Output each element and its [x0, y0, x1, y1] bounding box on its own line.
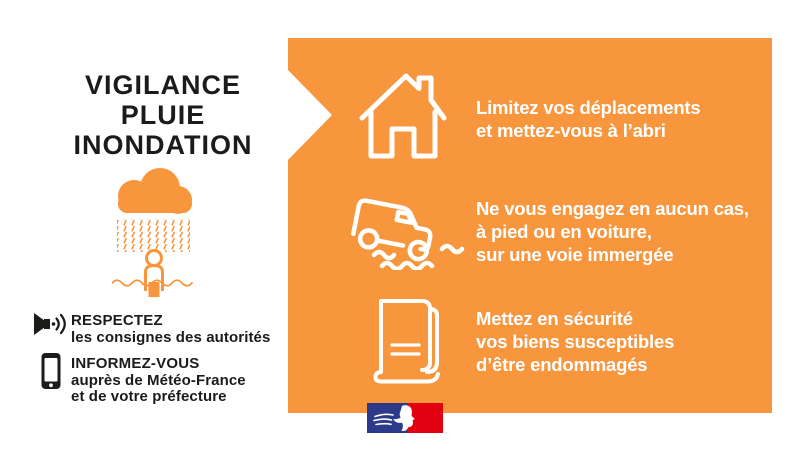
note-informez-vous: [71, 355, 246, 406]
house-icon: [356, 68, 450, 162]
documents-icon: [371, 296, 445, 384]
instruction-line: et mettez-vous à l’abri: [476, 120, 666, 141]
instruction-line: d’être endommagés: [476, 354, 648, 375]
instruction-item: [476, 197, 749, 266]
note-text-line: et de votre préfecture: [71, 388, 227, 405]
title-line-2: PLUIE: [120, 100, 206, 130]
smartphone-icon: [40, 351, 62, 391]
title-line-1: VIGILANCE: [84, 70, 241, 100]
rain-cloud-person-flood-icon: [112, 166, 196, 298]
note-heading: INFORMEZ-VOUS: [71, 355, 200, 372]
instruction-line: Limitez vos déplacements: [476, 97, 701, 118]
instruction-item: [476, 307, 674, 376]
title-line-3: INONDATION: [73, 130, 253, 160]
speaker-icon: [32, 310, 66, 338]
page-title: [13, 70, 313, 160]
note-respectez: [71, 312, 270, 346]
instruction-line: sur une voie immergée: [476, 244, 674, 265]
instruction-item: [476, 96, 700, 142]
arrow-notch: [288, 70, 332, 160]
instruction-line: vos biens susceptibles: [476, 331, 675, 352]
instruction-line: à pied ou en voiture,: [476, 221, 652, 242]
instruction-line: Mettez en sécurité: [476, 308, 633, 329]
note-text-line: auprès de Météo-France: [71, 371, 246, 389]
note-text-line: les consignes des autorités: [71, 328, 271, 346]
car-flood-icon: [342, 186, 468, 270]
instruction-line: Ne vous engagez en aucun cas,: [476, 198, 749, 219]
note-heading: RESPECTEZ: [71, 312, 163, 329]
orange-panel: [288, 38, 772, 413]
france-government-marianne-logo: [367, 403, 443, 433]
